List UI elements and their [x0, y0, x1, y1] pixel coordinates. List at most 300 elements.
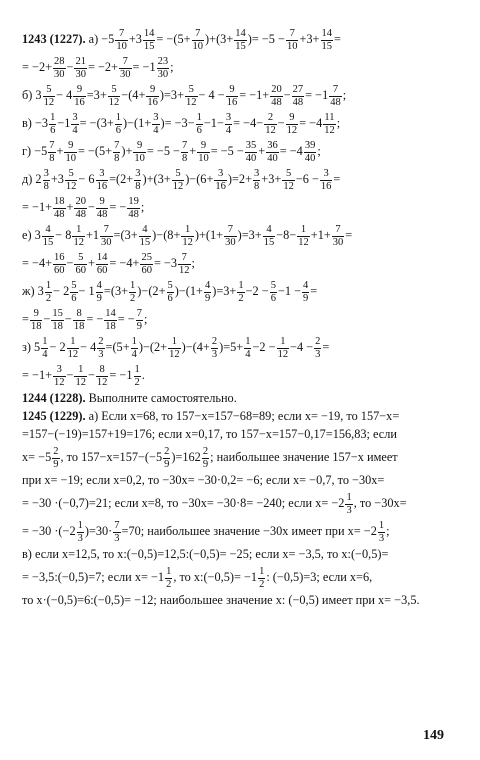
- fraction-denominator: 2: [134, 376, 140, 388]
- fraction: [197, 140, 210, 163]
- problem-number: 1243 (1227).: [22, 32, 86, 47]
- fraction-numerator: 7: [335, 224, 341, 236]
- fraction-denominator: 3: [98, 348, 104, 360]
- math-text: ;: [336, 116, 341, 131]
- fraction-numerator: 1: [259, 566, 265, 578]
- math-text: +3: [50, 172, 64, 187]
- fraction-denominator: 6: [167, 292, 173, 304]
- math-text: .: [141, 368, 145, 383]
- fraction-denominator: 8: [182, 152, 188, 164]
- fraction-denominator: 40: [245, 152, 257, 164]
- fraction-denominator: 4: [153, 124, 159, 136]
- math-text: )= −5 −: [247, 32, 285, 47]
- math-text: )−(2+: [137, 284, 166, 299]
- math-text: )−(2+: [138, 340, 168, 355]
- fraction-numerator: 3: [218, 168, 224, 180]
- fraction-denominator: 10: [65, 152, 76, 164]
- fraction-numerator: 16: [54, 252, 65, 264]
- fraction: [286, 112, 299, 135]
- fraction-numerator: 35: [245, 140, 257, 152]
- fraction: [226, 84, 239, 107]
- fraction: [96, 168, 109, 191]
- fraction: [129, 280, 136, 303]
- math-text: =: [322, 340, 330, 355]
- problem-number: 1245 (1229).: [22, 409, 86, 424]
- fraction-numerator: 5: [71, 280, 77, 292]
- fraction: [140, 252, 153, 275]
- math-text: ; наибольшее значение 157−x имеет: [210, 450, 398, 465]
- math-text: а) −5: [85, 32, 115, 47]
- fraction-numerator: 19: [128, 196, 139, 208]
- fraction-numerator: 4: [45, 224, 51, 236]
- fraction-numerator: 1: [45, 280, 52, 292]
- fraction-numerator: 3: [43, 168, 49, 180]
- math-text: − 4: [80, 340, 97, 355]
- fraction-numerator: 39: [304, 140, 316, 152]
- fraction-denominator: 48: [75, 208, 86, 220]
- math-text: +: [189, 144, 197, 159]
- equation-line: [22, 138, 466, 166]
- fraction: [314, 336, 321, 359]
- equation-line: [22, 82, 466, 110]
- fraction-numerator: 7: [114, 520, 120, 532]
- math-text: −1 −: [277, 284, 302, 299]
- math-text: =(3+: [103, 284, 129, 299]
- math-text: +: [87, 256, 95, 271]
- fraction-denominator: 16: [96, 180, 108, 192]
- fraction: [204, 280, 211, 303]
- fraction-denominator: 12: [182, 236, 193, 248]
- math-text: +: [258, 144, 266, 159]
- fraction-denominator: 40: [304, 152, 316, 164]
- fraction-numerator: 2: [315, 336, 321, 348]
- fraction-denominator: 30: [225, 236, 236, 248]
- fraction: [192, 28, 205, 51]
- fraction-numerator: 5: [167, 280, 173, 292]
- fraction-denominator: 15: [139, 236, 151, 248]
- math-text: )−(1+: [174, 284, 203, 299]
- fraction-denominator: 4: [131, 348, 137, 360]
- fraction-denominator: 12: [73, 236, 84, 248]
- fraction-denominator: 16: [215, 180, 226, 192]
- fraction-numerator: 2: [53, 446, 59, 458]
- fraction-numerator: 2: [267, 112, 274, 124]
- math-text: −1−: [203, 116, 224, 131]
- fraction: [74, 196, 87, 219]
- fraction-numerator: 7: [49, 140, 55, 152]
- fraction: [143, 28, 156, 51]
- fraction: [214, 168, 227, 191]
- fraction-numerator: 8: [76, 308, 82, 320]
- math-text: : (−0,5)=3; если x=6,: [266, 570, 373, 585]
- equation-line: [22, 390, 466, 408]
- problem-number: 1244 (1228).: [22, 391, 86, 406]
- fraction: [270, 280, 277, 303]
- fraction: [53, 196, 66, 219]
- equation-line: [22, 194, 466, 222]
- fraction-numerator: 2: [202, 446, 209, 458]
- fraction-denominator: 12: [43, 96, 55, 108]
- equation-line: [22, 166, 466, 194]
- math-text: − 2: [49, 340, 66, 355]
- fraction: [41, 336, 48, 359]
- fraction-denominator: 8: [135, 180, 141, 192]
- math-text: ;: [342, 88, 347, 103]
- equation-line: [22, 564, 466, 592]
- fraction-denominator: 12: [54, 376, 65, 388]
- math-text: )−(4+: [181, 340, 210, 355]
- math-text: =157−(−19)=157+19=176; если x=0,17, то 157−x=157−0,17=156,83; если: [22, 427, 397, 442]
- fraction-numerator: 9: [68, 140, 74, 152]
- fraction: [134, 168, 141, 191]
- fraction-denominator: 18: [30, 320, 42, 332]
- fraction: [133, 140, 146, 163]
- fraction-denominator: 15: [321, 40, 332, 52]
- math-text: − 4 −: [198, 88, 225, 103]
- fraction-numerator: 3: [135, 168, 141, 180]
- fraction-denominator: 18: [52, 320, 63, 332]
- fraction: [73, 308, 86, 331]
- fraction: [297, 224, 310, 247]
- fraction: [52, 446, 59, 469]
- math-text: = −30 ·(−0,7)=21; если x=8, то −30x= −30·8= −240; если x= −2: [22, 496, 345, 511]
- fraction: [115, 112, 122, 135]
- fraction-numerator: 7: [114, 140, 120, 152]
- fraction-numerator: 1: [300, 224, 307, 236]
- math-text: = −4+: [109, 256, 140, 271]
- fraction: [323, 112, 336, 135]
- math-text: =: [345, 228, 353, 243]
- fraction: [224, 224, 237, 247]
- fraction-numerator: 1: [196, 112, 202, 124]
- math-text: = −4: [279, 144, 303, 159]
- math-text: +3+: [261, 172, 282, 187]
- math-text: в) если x=12,5, то x:(−0,5)=12,5:(−0,5)= −25; если x= −3,5, то x:(−0,5)=: [22, 547, 389, 562]
- fraction-denominator: 60: [141, 264, 152, 276]
- fraction: [264, 112, 277, 135]
- fraction: [53, 252, 66, 275]
- fraction-denominator: 18: [73, 320, 85, 332]
- math-text: = −(5+: [77, 144, 113, 159]
- fraction-numerator: 1: [280, 336, 286, 348]
- fraction-denominator: 30: [332, 236, 344, 248]
- equation-line: [22, 110, 466, 138]
- math-text: = −4: [299, 116, 323, 131]
- fraction-numerator: 9: [289, 112, 295, 124]
- fraction-numerator: 1: [171, 336, 177, 348]
- fraction: [178, 252, 191, 275]
- fraction-denominator: 16: [74, 96, 85, 108]
- fraction: [43, 84, 56, 107]
- fraction-denominator: 9: [204, 292, 211, 304]
- fraction-numerator: 14: [96, 252, 108, 264]
- math-text: )−(6+: [185, 172, 214, 187]
- fraction-denominator: 30: [54, 68, 65, 80]
- fraction: [53, 56, 66, 79]
- fraction-numerator: 21: [75, 56, 86, 68]
- fraction-numerator: 11: [324, 112, 335, 124]
- fraction-numerator: 1: [76, 224, 82, 236]
- fraction-denominator: 2: [166, 578, 172, 590]
- math-text: − 8: [55, 228, 72, 243]
- fraction-denominator: 8: [49, 152, 55, 164]
- fraction-denominator: 12: [172, 180, 184, 192]
- math-text: а) Если x=68, то 157−x=157−68=89; если x= −19, то 157−x=: [85, 409, 400, 424]
- math-text: )=5+: [219, 340, 244, 355]
- fraction: [136, 308, 143, 331]
- fraction: [172, 168, 185, 191]
- fraction-numerator: 4: [142, 224, 148, 236]
- fraction-denominator: 9: [202, 458, 209, 470]
- fraction-numerator: 1: [42, 336, 48, 348]
- fraction-denominator: 15: [235, 40, 246, 52]
- fraction-denominator: 30: [157, 68, 169, 80]
- fraction: [168, 336, 181, 359]
- fraction-numerator: 23: [157, 56, 169, 68]
- fraction-denominator: 12: [67, 348, 79, 360]
- equation-line: [22, 472, 466, 490]
- page-number: 149: [423, 728, 444, 743]
- math-text: = −30 ·(−2: [22, 524, 76, 539]
- fraction-numerator: 25: [141, 252, 152, 264]
- fraction: [74, 364, 87, 387]
- math-text: −: [64, 312, 72, 327]
- fraction-denominator: 12: [324, 124, 335, 136]
- math-text: )−(8+: [152, 228, 181, 243]
- fraction-numerator: 5: [46, 84, 52, 96]
- fraction-numerator: 14: [105, 308, 116, 320]
- fraction-numerator: 1: [130, 280, 136, 292]
- fraction-numerator: 1: [238, 280, 244, 292]
- math-text: − 6: [78, 172, 95, 187]
- fraction: [181, 140, 188, 163]
- fraction: [67, 336, 80, 359]
- equation-line: [22, 54, 466, 82]
- math-text: −: [66, 368, 74, 383]
- math-text: =70; наибольшее значение −30x имеет при x= −2: [121, 524, 377, 539]
- math-text: )=30·: [84, 524, 113, 539]
- fraction-numerator: 7: [181, 252, 187, 264]
- fraction-numerator: 5: [111, 84, 117, 96]
- math-text: +1+: [310, 228, 331, 243]
- fraction-denominator: 60: [75, 264, 86, 276]
- fraction: [53, 364, 66, 387]
- fraction-numerator: 9: [99, 196, 105, 208]
- fraction: [263, 224, 276, 247]
- fraction: [202, 446, 209, 469]
- fraction: [139, 224, 152, 247]
- math-text: )+(3+: [142, 172, 171, 187]
- fraction: [378, 520, 385, 543]
- fraction-numerator: 14: [321, 28, 332, 40]
- equation-line: [22, 444, 466, 472]
- fraction: [71, 112, 78, 135]
- fraction: [277, 336, 290, 359]
- fraction-denominator: 10: [286, 40, 298, 52]
- fraction-numerator: 7: [182, 140, 188, 152]
- fraction: [157, 56, 170, 79]
- fraction-denominator: 6: [196, 124, 202, 136]
- math-text: , то 157−x=157−(−5: [60, 450, 163, 465]
- fraction-denominator: 16: [226, 96, 238, 108]
- fraction-numerator: 8: [99, 364, 105, 376]
- fraction-numerator: 14: [235, 28, 246, 40]
- fraction-numerator: 1: [346, 492, 352, 504]
- math-text: = −1+: [22, 200, 53, 215]
- fraction: [96, 280, 103, 303]
- math-text: ;: [386, 524, 390, 539]
- math-text: =: [310, 284, 318, 299]
- fraction-denominator: 9: [53, 458, 59, 470]
- fraction: [329, 84, 342, 107]
- fraction-denominator: 4: [245, 348, 251, 360]
- math-text: −8−: [276, 228, 297, 243]
- fraction-denominator: 15: [42, 236, 54, 248]
- fraction: [282, 168, 295, 191]
- fraction: [253, 168, 260, 191]
- fraction: [237, 280, 244, 303]
- math-text: = −4+: [22, 256, 53, 271]
- fraction-numerator: 2: [164, 446, 170, 458]
- fraction-numerator: 1: [166, 566, 172, 578]
- fraction-numerator: 20: [75, 196, 86, 208]
- fraction: [345, 492, 352, 515]
- math-text: = −1+: [239, 88, 270, 103]
- equation-line: [22, 490, 466, 518]
- fraction-numerator: 9: [150, 84, 156, 96]
- fraction-denominator: 9: [164, 458, 170, 470]
- fraction: [96, 252, 109, 275]
- fraction-numerator: 7: [103, 224, 109, 236]
- fraction: [73, 84, 86, 107]
- math-text: =: [333, 172, 341, 187]
- fraction-numerator: 18: [54, 196, 65, 208]
- fraction: [196, 112, 203, 135]
- fraction-numerator: 5: [68, 168, 74, 180]
- equation-line: [22, 278, 466, 306]
- math-text: − 2: [53, 284, 70, 299]
- fraction: [115, 28, 128, 51]
- fraction-denominator: 9: [96, 292, 102, 304]
- math-text: Выполните самостоятельно.: [85, 391, 237, 406]
- math-text: +3: [128, 32, 142, 47]
- fraction-denominator: 12: [286, 124, 298, 136]
- fraction-numerator: 1: [131, 336, 137, 348]
- fraction: [332, 224, 345, 247]
- fraction-numerator: 1: [78, 364, 84, 376]
- fraction-denominator: 8: [43, 180, 49, 192]
- math-text: при x= −19; если x=0,2, то −30x= −30·0,2= −6; если x= −0,7, то −30x=: [22, 473, 385, 488]
- fraction-numerator: 2: [211, 336, 218, 348]
- math-text: )=2+: [227, 172, 253, 187]
- fraction-numerator: 7: [136, 308, 142, 320]
- math-text: )+: [121, 144, 133, 159]
- math-text: ;: [191, 256, 195, 271]
- fraction-denominator: 48: [128, 208, 139, 220]
- math-text: −4 −: [290, 340, 314, 355]
- fraction-denominator: 12: [169, 348, 180, 360]
- fraction: [48, 140, 55, 163]
- fraction: [119, 56, 132, 79]
- fraction-denominator: 15: [263, 236, 275, 248]
- math-text: , то x:(−0,5)= −1: [173, 570, 258, 585]
- fraction-denominator: 48: [292, 96, 304, 108]
- math-text: = −1+: [22, 368, 53, 383]
- math-text: = −(5+: [156, 32, 191, 47]
- math-text: в) −3: [22, 116, 49, 131]
- fraction-denominator: 48: [96, 208, 108, 220]
- math-text: −(4+: [121, 88, 146, 103]
- fraction: [185, 84, 198, 107]
- fraction: [96, 364, 109, 387]
- math-text: −: [87, 368, 95, 383]
- fraction-denominator: 3: [315, 348, 321, 360]
- fraction-numerator: 7: [332, 84, 339, 96]
- fraction: [97, 336, 104, 359]
- math-text: з) 5: [22, 340, 41, 355]
- fraction: [113, 140, 120, 163]
- fraction: [65, 168, 78, 191]
- fraction-denominator: 9: [303, 292, 309, 304]
- fraction: [30, 308, 43, 331]
- fraction-denominator: 12: [265, 124, 276, 136]
- fraction-denominator: 6: [50, 124, 56, 136]
- fraction-denominator: 9: [136, 320, 142, 332]
- fraction-denominator: 12: [298, 236, 309, 248]
- fraction: [74, 56, 87, 79]
- fraction-denominator: 60: [96, 264, 108, 276]
- fraction-numerator: 4: [204, 280, 211, 292]
- fraction-numerator: 1: [134, 364, 140, 376]
- fraction-denominator: 2: [130, 292, 136, 304]
- fraction-denominator: 30: [75, 68, 86, 80]
- fraction-denominator: 12: [108, 96, 120, 108]
- math-text: ;: [170, 60, 174, 75]
- fraction-denominator: 10: [192, 40, 204, 52]
- math-text: = −: [109, 200, 127, 215]
- fraction-numerator: 9: [137, 140, 143, 152]
- fraction: [77, 520, 84, 543]
- fraction: [270, 84, 283, 107]
- equation-line: [22, 408, 466, 426]
- fraction-denominator: 6: [270, 292, 276, 304]
- fraction: [104, 308, 117, 331]
- math-text: −: [43, 312, 51, 327]
- solution-text: [22, 26, 466, 610]
- math-text: =(2+: [109, 172, 134, 187]
- fraction-denominator: 8: [114, 152, 120, 164]
- fraction-numerator: 5: [175, 168, 181, 180]
- equation-line: [22, 222, 466, 250]
- math-text: )=3+: [212, 284, 237, 299]
- math-text: − 1: [78, 284, 95, 299]
- fraction-numerator: 3: [225, 112, 232, 124]
- fraction-numerator: 9: [229, 84, 235, 96]
- fraction-numerator: 7: [118, 28, 125, 40]
- equation-line: [22, 306, 466, 334]
- fraction-denominator: 3: [346, 504, 352, 516]
- equation-line: [22, 592, 466, 610]
- fraction: [258, 566, 265, 589]
- math-text: −: [87, 200, 95, 215]
- fraction-numerator: 3: [56, 364, 62, 376]
- fraction-numerator: 1: [77, 520, 83, 532]
- fraction-numerator: 7: [289, 28, 295, 40]
- math-text: = −5 −: [146, 144, 180, 159]
- fraction-numerator: 4: [266, 224, 272, 236]
- fraction: [127, 196, 140, 219]
- fraction: [51, 308, 64, 331]
